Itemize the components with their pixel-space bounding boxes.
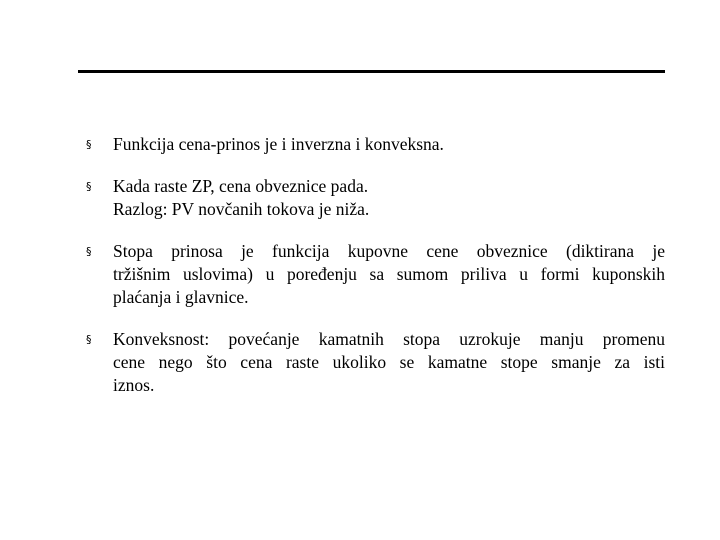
bullet-text-line: Razlog: PV novčanih tokova je niža. <box>113 199 370 219</box>
title-divider <box>78 70 665 73</box>
bullet-item-3 <box>86 240 665 309</box>
bullet-marker-icon: § <box>86 180 92 193</box>
bullet-item-1 <box>86 133 665 156</box>
bullet-text-line: iznos. <box>113 375 155 395</box>
bullet-text-line: Konveksnost: povećanje kamatnih stopa uzrokuje manju promenu <box>113 329 665 349</box>
bullet-marker-icon: § <box>86 138 92 151</box>
bullet-text-line: Funkcija cena-prinos je i inverzna i konveksna. <box>113 134 444 154</box>
bullet-marker-icon: § <box>86 245 92 258</box>
bullet-item-2 <box>86 175 665 221</box>
bullet-text-line: Kada raste ZP, cena obveznice pada. <box>113 176 369 196</box>
bullet-text-line: plaćanja i glavnice. <box>113 287 249 307</box>
bullet-text-line: tržišnim uslovima) u poređenju sa sumom priliva u formi kuponskih <box>113 264 665 284</box>
bullet-item-4 <box>86 328 665 397</box>
bullet-list <box>86 133 665 416</box>
bullet-marker-icon: § <box>86 333 92 346</box>
bullet-text-line: Stopa prinosa je funkcija kupovne cene obveznice (diktirana je <box>113 241 665 261</box>
bullet-text-line: cene nego što cena raste ukoliko se kamatne stope smanje za isti <box>113 352 665 372</box>
